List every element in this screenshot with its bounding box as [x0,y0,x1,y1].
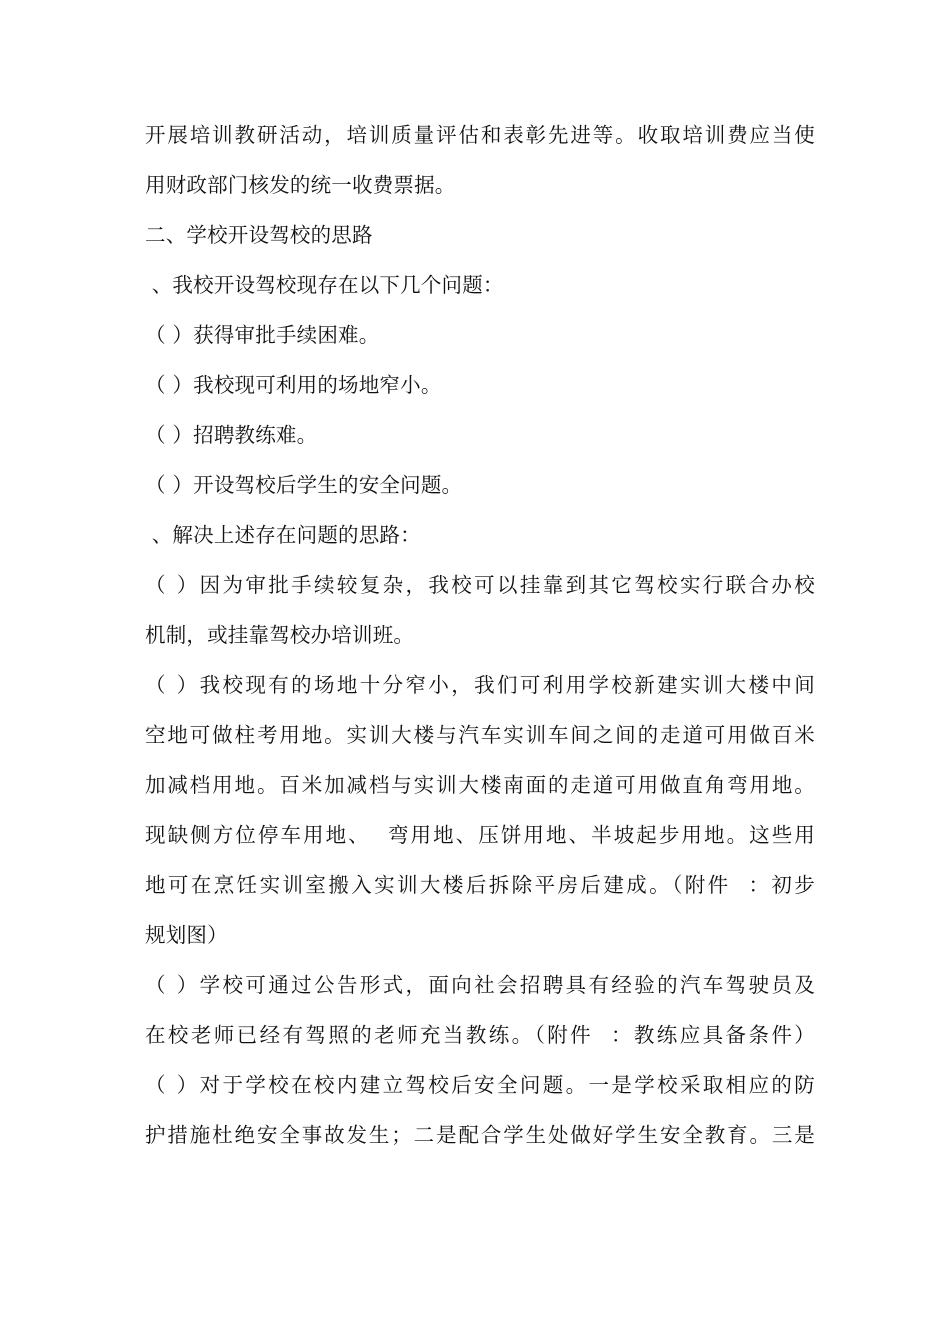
subsection-heading: 、我校开设驾校现存在以下几个问题： [145,273,504,297]
paragraph-line: （ ）对于学校在校内建立驾校后安全问题。一是学校采取相应的防 [145,1073,815,1097]
paragraph-line: 地可在烹饪实训室搬入实训大楼后拆除平房后建成。（附件 ：初步 [145,873,815,897]
list-item: （ ）开设驾校后学生的安全问题。 [145,473,463,497]
paragraph-line: 开展培训教研活动，培训质量评估和表彰先进等。收取培训费应当使 [145,123,815,147]
subsection-heading: 、解决上述存在问题的思路： [145,523,421,547]
paragraph-line: 现缺侧方位停车用地、 弯用地、压饼用地、半坡起步用地。这些用 [145,823,815,847]
paragraph-line: （ ）因为审批手续较复杂，我校可以挂靠到其它驾校实行联合办校 [145,573,815,597]
section-heading: 二、学校开设驾校的思路 [145,223,373,247]
paragraph-line: （ ）我校现有的场地十分窄小，我们可利用学校新建实训大楼中间 [145,673,815,697]
paragraph-line: 空地可做柱考用地。实训大楼与汽车实训车间之间的走道可用做百米 [145,723,815,747]
list-item: （ ）招聘教练难。 [145,423,318,447]
paragraph-line: 在校老师已经有驾照的老师充当教练。（附件 ：教练应具备条件） [145,1023,815,1047]
list-item: （ ）获得审批手续困难。 [145,323,380,347]
list-item: （ ）我校现可利用的场地窄小。 [145,373,442,397]
paragraph-line: 规划图） [145,923,228,947]
paragraph-line: 机制，或挂靠驾校办培训班。 [145,623,415,647]
paragraph-line: 用财政部门核发的统一收费票据。 [145,173,456,197]
paragraph-line: 护措施杜绝安全事故发生；二是配合学生处做好学生安全教育。三是 [145,1123,815,1147]
paragraph-line: 加减档用地。百米加减档与实训大楼南面的走道可用做直角弯用地。 [145,773,815,797]
paragraph-line: （ ）学校可通过公告形式，面向社会招聘具有经验的汽车驾驶员及 [145,973,815,997]
